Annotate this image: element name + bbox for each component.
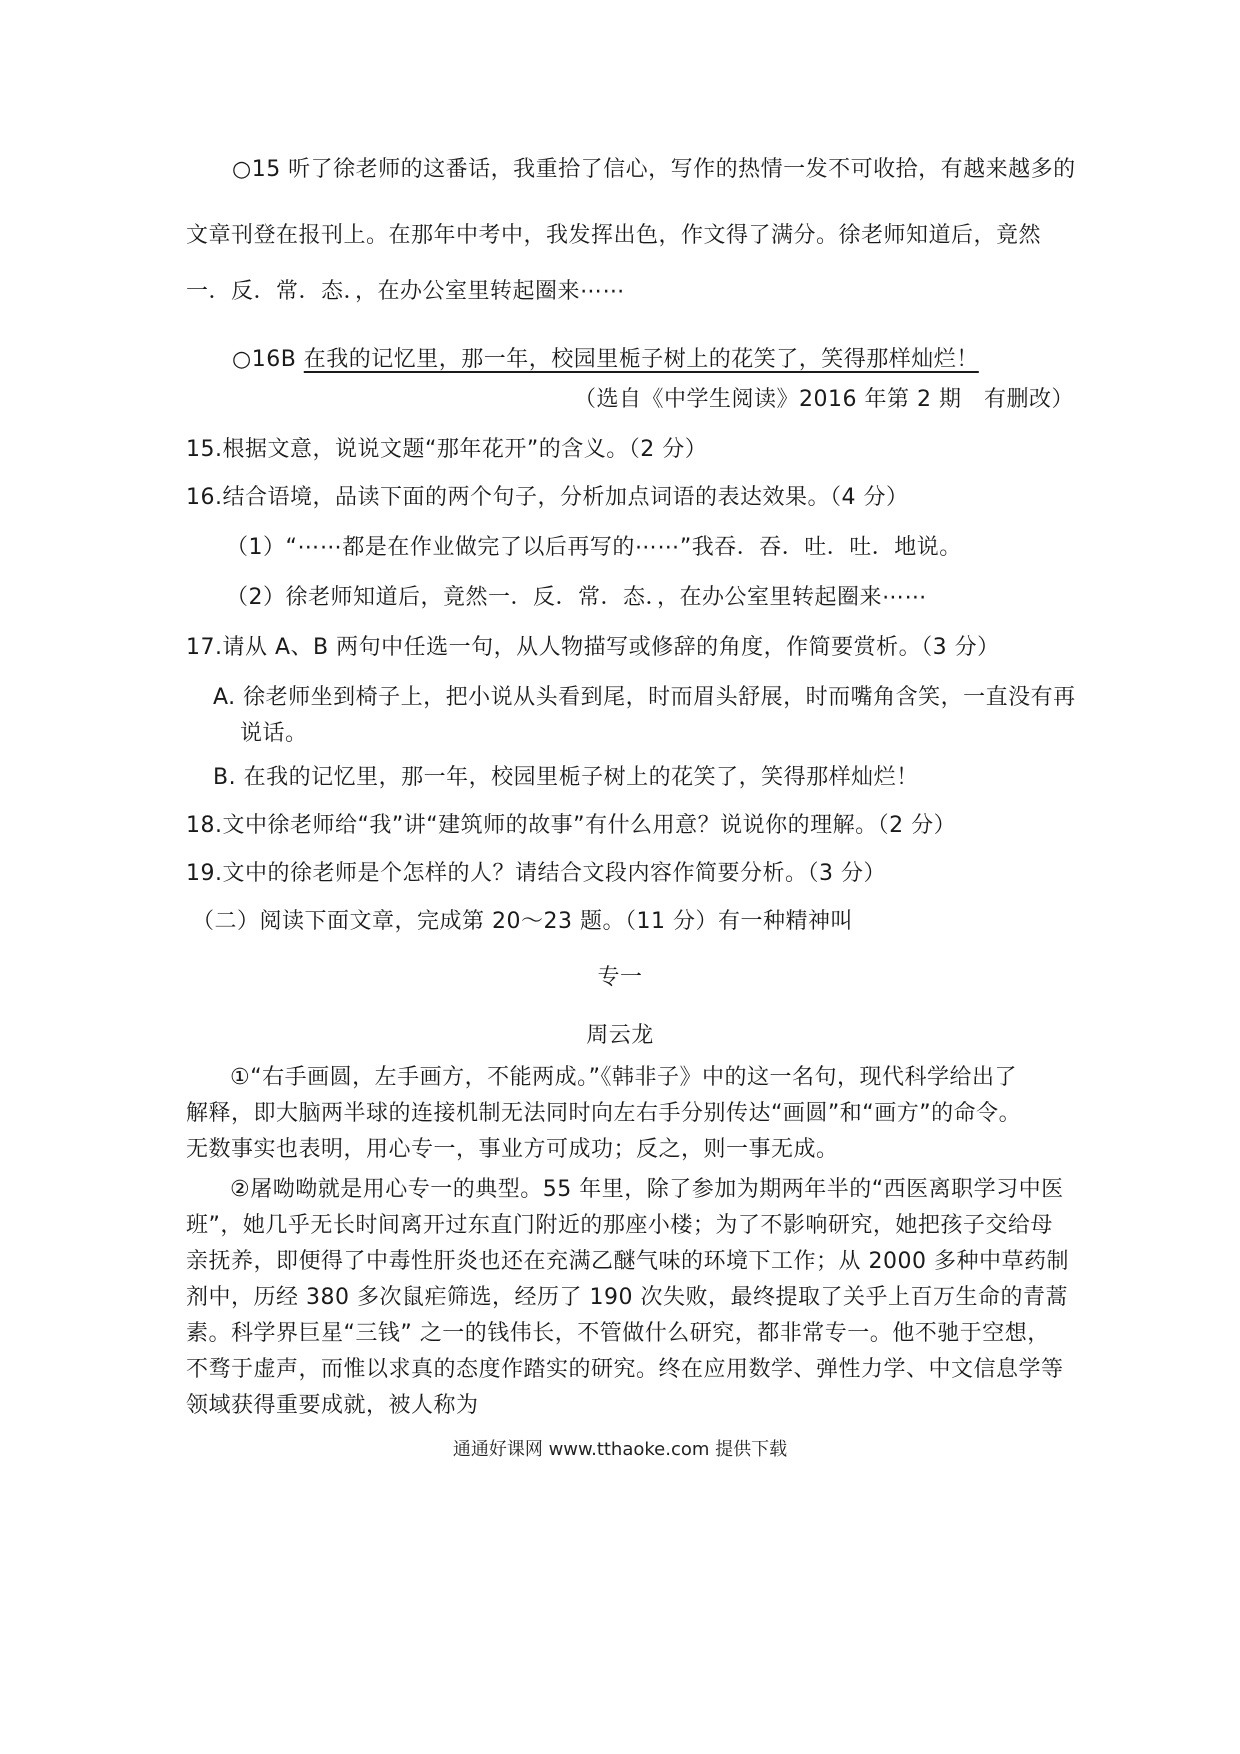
question-17: 17.请从 A、B 两句中任选一句，从人物描写或修辞的角度，作简要赏析。（3 分） — [186, 635, 1000, 660]
article-line: 素。科学界巨星“三钱” 之一的钱伟长，不管做什么研究，都非常专一。他不驰于空想， — [186, 1321, 1050, 1346]
paragraph-marker: ○16B — [232, 347, 304, 372]
article-line: 亲抚养，即便得了中毒性肝炎也还在充满乙醚气味的环境下工作；从 2000 多种中草药制 — [186, 1249, 1069, 1274]
page-footer: 通通好课网 www.tthaoke.com 提供下载 — [452, 1439, 788, 1460]
article-paragraph-1: ①“右手画圆，左手画方，不能两成。”《韩非子》中的这一名句，现代科学给出了 — [230, 1065, 1018, 1090]
underlined-sentence-b: 在我的记忆里，那一年，校园里栀子树上的花笑了，笑得那样灿烂！ — [303, 347, 979, 372]
question-17-option-b: B. 在我的记忆里，那一年，校园里栀子树上的花笑了，笑得那样灿烂！ — [213, 765, 919, 790]
article-line: 剂中，历经 380 多次鼠疟筛选，经历了 190 次失败，最终提取了关乎上百万生命的青蒿 — [186, 1285, 1068, 1310]
passage-line: 文章刊登在报刊上。在那年中考中，我发挥出色，作文得了满分。徐老师知道后，竟然 — [186, 223, 1042, 248]
question-18: 18.文中徐老师给“我”讲“建筑师的故事”有什么用意？说说你的理解。（2 分） — [186, 813, 957, 838]
article-title: 专一 — [597, 965, 643, 990]
passage-line: 一．反．常．态．，在办公室里转起圈来⋯⋯ — [186, 279, 626, 304]
article-line: 无数事实也表明，用心专一，事业方可成功；反之，则一事无成。 — [186, 1137, 839, 1162]
source-citation: （选自《中学生阅读》2016 年第 2 期 有删改） — [574, 387, 1074, 412]
article-paragraph-2: ②屠呦呦就是用心专一的典型。55 年里，除了参加为期两年半的“西医离职学习中医 — [230, 1177, 1064, 1202]
article-line: 领域获得重要成就，被人称为 — [186, 1393, 479, 1418]
article-author: 周云龙 — [586, 1023, 654, 1048]
article-line: 班”，她几乎无长时间离开过东直门附近的那座小楼；为了不影响研究，她把孩子交给母 — [186, 1213, 1053, 1238]
article-line: 不骛于虚声，而惟以求真的态度作踏实的研究。终在应用数学、弹性力学、中文信息学等 — [186, 1357, 1064, 1382]
question-16: 16.结合语境，品读下面的两个句子，分析加点词语的表达效果。（4 分） — [186, 485, 909, 510]
article-line: 解释，即大脑两半球的连接机制无法同时向左右手分别传达“画圆”和“画方”的命令。 — [186, 1101, 1022, 1126]
question-17-option-a-cont: 说话。 — [240, 721, 308, 746]
question-15: 15.根据文意，说说文题“那年花开”的含义。（2 分） — [186, 437, 708, 462]
question-16-item-1: （1）“⋯⋯都是在作业做完了以后再写的⋯⋯”我吞．吞．吐．吐．地说。 — [226, 535, 962, 560]
section-2-heading: （二）阅读下面文章，完成第 20～23 题。（11 分）有一种精神叫 — [192, 909, 853, 934]
question-17-option-a: A. 徐老师坐到椅子上，把小说从头看到尾，时而眉头舒展，时而嘴角含笑，一直没有再 — [213, 685, 1076, 710]
question-19: 19.文中的徐老师是个怎样的人？请结合文段内容作简要分析。（3 分） — [186, 861, 886, 886]
passage-paragraph-16 — [232, 346, 979, 374]
question-16-item-2: （2）徐老师知道后，竟然一．反．常．态．，在办公室里转起圈来⋯⋯ — [226, 585, 927, 610]
passage-paragraph-15: ○15 听了徐老师的这番话，我重拾了信心，写作的热情一发不可收拾，有越来越多的 — [232, 157, 1076, 182]
